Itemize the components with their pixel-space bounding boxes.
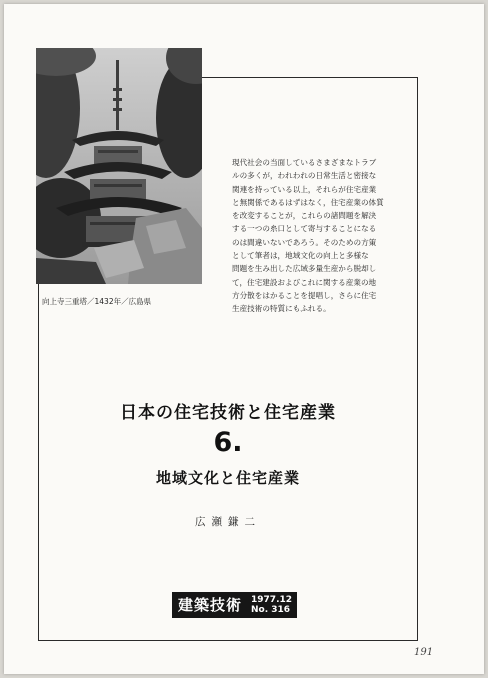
journal-badge: [172, 592, 297, 618]
journal-name: 建築技術: [178, 596, 243, 614]
intro-line: 現代社会の当面しているさまざまなトラブ: [232, 158, 377, 167]
magazine-page: [4, 4, 484, 674]
intro-line: 関連を持っている以上，それらが住宅産業: [232, 184, 377, 194]
issue-date: 1977.12: [251, 595, 293, 605]
journal-issue: [248, 592, 297, 618]
intro-line: する一つの糸口として寄与することになる: [232, 224, 377, 234]
series-title: 日本の住宅技術と住宅産業: [120, 403, 336, 423]
intro-line: 生産技術の特質にもふれる。: [232, 304, 331, 314]
pagoda-photo: [36, 48, 202, 284]
intro-line: を改変することが，これらの諸問題を解決: [232, 211, 377, 221]
chapter-number: 6.: [213, 427, 243, 458]
intro-line: ルの多くが，われわれの日常生活と密接な: [232, 171, 377, 181]
issue-number: No. 316: [251, 605, 291, 615]
intro-line: として筆者は，地域文化の向上と多様な: [232, 251, 369, 261]
page-number: 191: [414, 647, 434, 658]
intro-text: [232, 156, 408, 316]
author-name: 広瀬鎌二: [195, 516, 261, 528]
intro-line: 問題を生み出した広域多量生産から脱却し: [232, 264, 377, 274]
photo-caption: 向上寺三重塔／1432年／広島県: [42, 297, 152, 306]
chapter-title: 地域文化と住宅産業: [155, 469, 300, 487]
intro-line: と無関係であるはずはなく，住宅産業の体質: [232, 197, 384, 207]
intro-line: 方分散をはかることを提唱し，さらに住宅: [232, 290, 377, 300]
intro-line: て，住宅建設およびこれに関する産業の地: [232, 277, 377, 287]
intro-line: のは間違いないであろう。そのための方策: [232, 237, 377, 247]
